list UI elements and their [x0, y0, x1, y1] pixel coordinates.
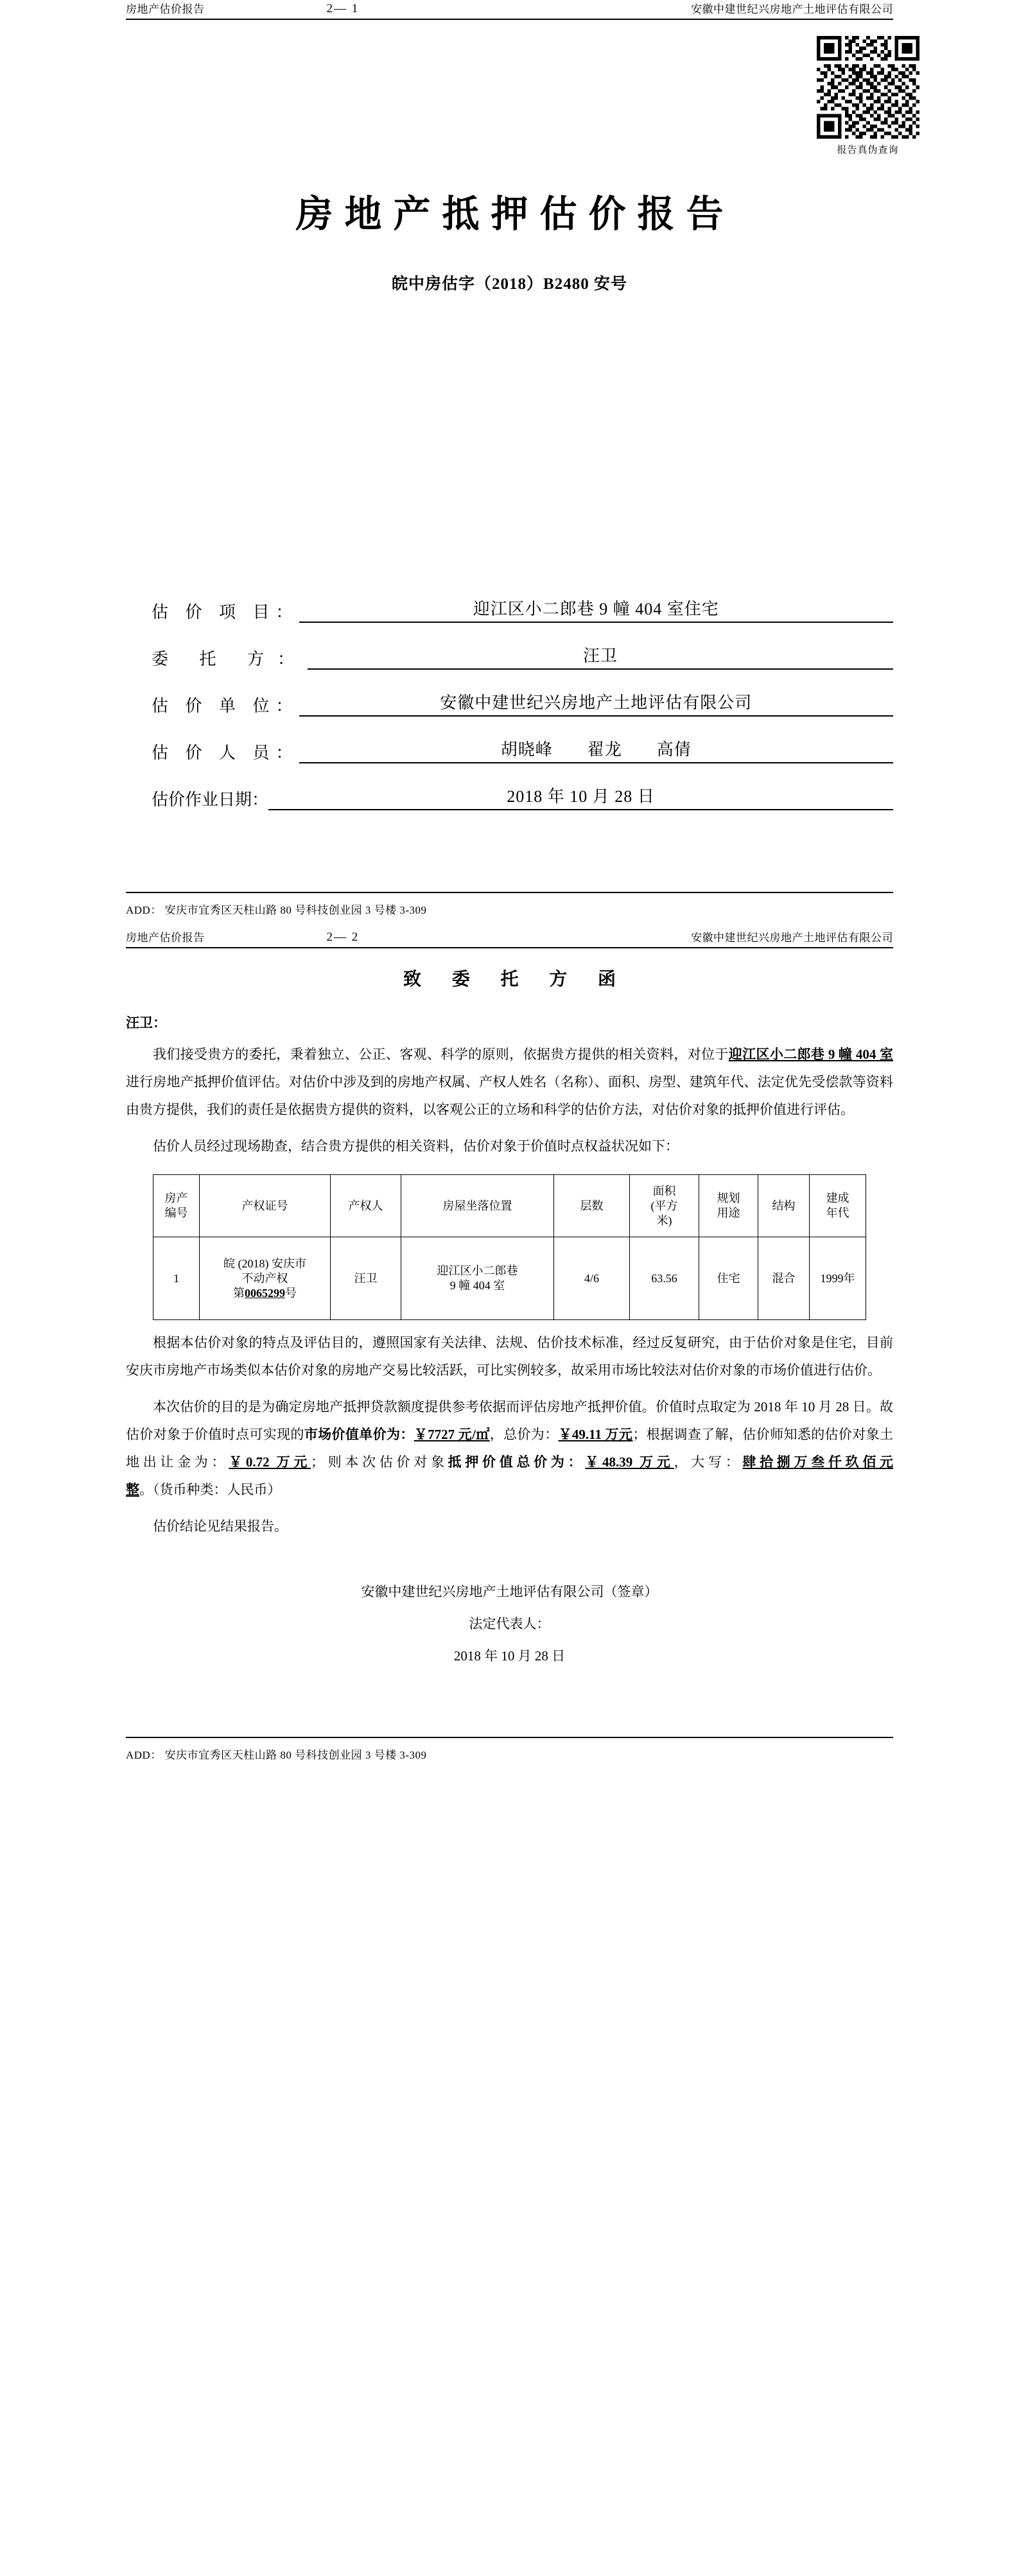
th-usage-l1: 规划	[717, 1192, 740, 1205]
field-appraisal-date-label: 估价作业日期：	[152, 790, 269, 809]
cell-property-no: 1	[153, 1237, 200, 1320]
cell-cert-no	[200, 1237, 331, 1320]
para5-currency-note: 。（货币种类：人民币）	[139, 1482, 281, 1498]
th-property-no-l2: 编号	[164, 1206, 188, 1220]
cover-subtitle: 皖中房估字（2018）B2480 安号	[392, 275, 627, 293]
address-footer-2: ADD： 安庆市宜秀区天柱山路 80 号科技创业园 3 号楼 3-309	[126, 1748, 427, 1761]
cell-cert-no-number: 0065299	[245, 1286, 285, 1300]
field-client	[152, 643, 893, 670]
th-area-l2: (平方	[650, 1199, 678, 1212]
th-area-l1: 面积	[652, 1184, 676, 1197]
running-head-right-2: 安徽中建世纪兴房地产土地评估有限公司	[691, 932, 893, 944]
th-area	[630, 1175, 699, 1237]
cell-area: 63.56	[630, 1237, 699, 1320]
para1-text-a: 我们接受贵方的委托，秉着独立、公正、客观、科学的原则，依据贵方提供的相关资料，对位于	[153, 1047, 729, 1062]
th-usage-l2: 用途	[717, 1206, 740, 1220]
letter-title: 致 委 托 方 函	[403, 969, 629, 989]
signature-legal-rep-label: 法定代表人：	[469, 1615, 550, 1632]
table-row	[153, 1237, 866, 1320]
header-rule-2	[126, 947, 893, 948]
th-property-no-l1: 房产	[164, 1192, 188, 1205]
cell-cert-no-l2: 不动产权	[241, 1271, 288, 1285]
th-floors: 层数	[554, 1175, 630, 1237]
th-area-l3: 米)	[656, 1214, 672, 1227]
para4-text-e: ，	[674, 1454, 692, 1470]
signature-inner	[361, 1576, 658, 1673]
running-head-page1	[0, 0, 1019, 19]
para4-total-price: ￥49.11 万元	[558, 1427, 633, 1443]
page-number-1: 2— 1	[326, 2, 360, 15]
signature-company: 安徽中建世纪兴房地产土地评估有限公司（签章）	[361, 1583, 658, 1599]
para4-land-transfer-fee: ￥0.72 万元	[229, 1454, 311, 1470]
cover-form-fields	[0, 596, 1019, 810]
para4-text-c: ；根据调查了解，估价师知悉的估价对象土地出让金为：	[126, 1427, 894, 1470]
running-head-page2	[0, 928, 1019, 947]
field-project-value: 迎江区小二郎巷 9 幢 404 室住宅	[299, 596, 893, 623]
field-client-value: 汪卫	[308, 643, 893, 670]
cell-cert-no-l3b: 号	[285, 1286, 297, 1300]
table-header-row	[153, 1175, 866, 1237]
field-appraisers-value: 胡晓峰 翟龙 高倩	[299, 736, 893, 763]
field-appraisal-date-value: 2018 年 10 月 28 日	[268, 783, 893, 810]
para5-capital-label: 大写：	[691, 1454, 743, 1470]
letter-paragraph-1	[126, 1041, 893, 1124]
cell-cert-no-l3a: 第	[233, 1286, 245, 1300]
para4-text-a: 本次估价的目的是为确定房地产抵押贷款额度提供参考依据而评估房地产抵押价值。价值时点取定为 2018 年 10 月 28 日。故估价对象于价值时点可实现的	[126, 1399, 893, 1443]
para4-mortgage-value: ￥48.39 万元	[585, 1454, 674, 1470]
signature-block	[126, 1576, 893, 1673]
para1-property-address: 迎江区小二郎巷 9 幢 404 室	[728, 1047, 894, 1062]
letter-paragraph-3: 根据本估价对象的特点及评估目的，遵照国家有关法律、法规、估价技术标准，经过反复研究，由于估价对象是住宅，目前安庆市房地产市场类似本估价对象的房地产交易比较活跃，可比实例较多，故采用市场比较法对估价对象的市场价值进行估价。	[126, 1335, 893, 1379]
para4-text-d: ；则本次估价对象	[311, 1454, 448, 1470]
th-year-built	[810, 1175, 866, 1237]
th-year-built-l1: 建成	[826, 1192, 849, 1205]
cell-location-l1: 迎江区小二郎巷	[437, 1264, 518, 1278]
th-structure: 结构	[758, 1175, 810, 1237]
cell-location-l2: 9 幢 404 室	[449, 1279, 505, 1292]
th-property-no	[153, 1175, 200, 1237]
para5-capital-amount: 肆拾捌万叁仟玖佰元整	[126, 1454, 894, 1498]
signature-date: 2018 年 10 月 28 日	[453, 1648, 566, 1664]
field-appraisal-firm-label: 估 价 单 位：	[152, 697, 299, 715]
th-location: 房屋坐落位置	[401, 1175, 554, 1237]
th-cert-no: 产权证号	[200, 1175, 331, 1237]
letter-salutation: 汪卫：	[126, 1015, 166, 1031]
field-project	[152, 596, 893, 623]
letter-paragraph-4	[126, 1393, 893, 1504]
header-rule-1	[126, 19, 893, 20]
para4-text-b: ，总价为：	[489, 1427, 559, 1443]
field-appraisal-date	[152, 783, 893, 810]
field-project-label: 估 价 项 目：	[152, 603, 299, 622]
address-footer-1: ADD： 安庆市宜秀区天柱山路 80 号科技创业园 3 号楼 3-309	[126, 904, 427, 916]
field-appraisers	[152, 736, 893, 763]
cell-year-built: 1999年	[810, 1237, 866, 1320]
cover-title: 房地产抵押估价报告	[295, 193, 735, 235]
field-appraisers-label: 估 价 人 员：	[152, 744, 299, 762]
th-owner: 产权人	[331, 1175, 401, 1237]
qr-verification-block	[812, 36, 924, 156]
property-table	[153, 1174, 866, 1320]
cell-floors: 4/6	[554, 1237, 630, 1320]
running-head-left-2: 房地产估价报告	[126, 932, 205, 944]
th-usage	[699, 1175, 758, 1237]
letter-paragraph-2: 估价人员经过现场勘查，结合贵方提供的相关资料，估价对象于价值时点权益状况如下：	[153, 1138, 679, 1154]
para4-unit-price: ￥7727 元/㎡	[414, 1427, 490, 1443]
cell-cert-no-l1: 皖 (2018) 安庆市	[223, 1257, 306, 1270]
letter-paragraph-6: 估价结论见结果报告。	[153, 1519, 288, 1535]
qr-caption: 报告真伪查询	[837, 145, 899, 155]
field-client-label: 委 托 方：	[152, 650, 308, 668]
para1-text-b: 进行房地产抵押价值评估。对估价中涉及到的房地产权属、产权人姓名（名称）、面积、房型、建筑年代、法定优先受偿款等资料由贵方提供，我们的责任是依据贵方提供的资料，以客观公正的立场和科学的估价方法，对估价对象的抵押价值进行评估。	[126, 1074, 893, 1118]
cell-usage: 住宅	[699, 1237, 758, 1320]
field-appraisal-firm-value: 安徽中建世纪兴房地产土地评估有限公司	[299, 690, 893, 717]
th-year-built-l2: 年代	[826, 1206, 849, 1220]
field-appraisal-firm	[152, 690, 893, 717]
cell-owner: 汪卫	[331, 1237, 401, 1320]
page-number-2: 2— 2	[326, 930, 360, 944]
cell-structure: 混合	[758, 1237, 810, 1320]
qr-code-icon	[817, 36, 919, 139]
para4-mortgage-value-label: 抵押价值总价为：	[448, 1454, 586, 1470]
running-head-right: 安徽中建世纪兴房地产土地评估有限公司	[691, 3, 893, 15]
para4-market-value-label: 市场价值单价为：	[304, 1427, 414, 1443]
cell-location	[401, 1237, 554, 1320]
running-head-left: 房地产估价报告	[126, 3, 205, 15]
